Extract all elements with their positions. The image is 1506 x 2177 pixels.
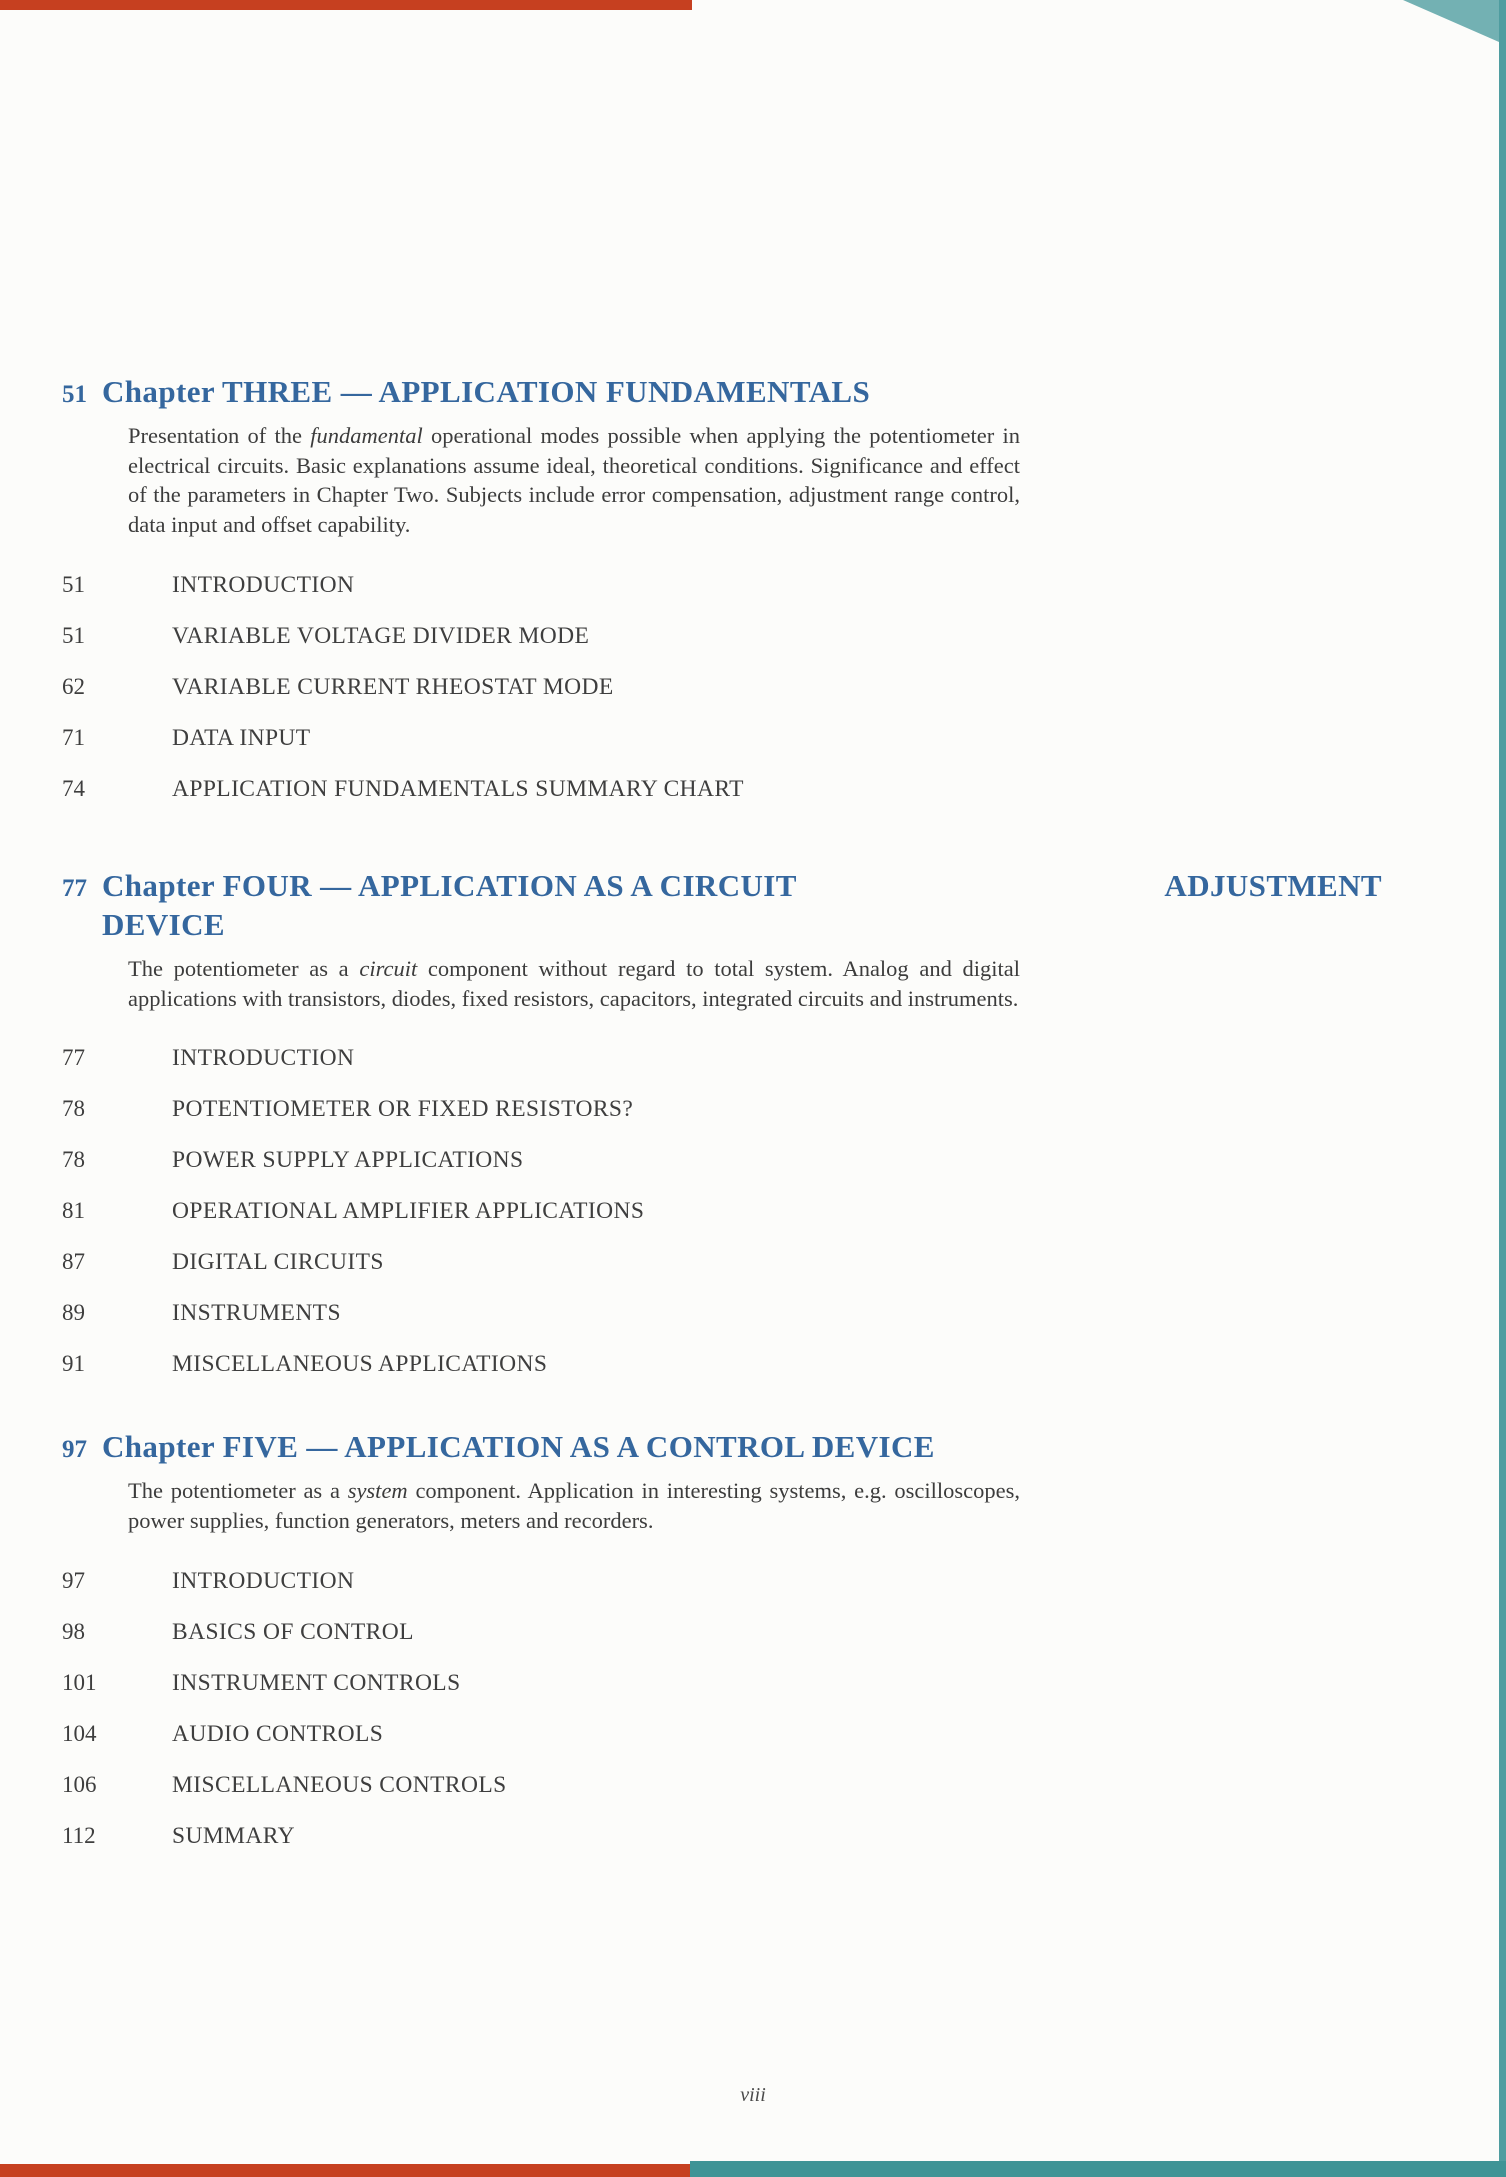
- chapter-three-title-text: Chapter THREE — APPLICATION FUNDAMENTALS: [102, 374, 871, 409]
- section-page-number: 62: [62, 673, 85, 699]
- section-title: AUDIO CONTROLS: [172, 1720, 384, 1747]
- chapter-five-summary: [128, 1476, 1020, 1535]
- section-page-number: 112: [62, 1822, 96, 1848]
- chapter-four-title: [102, 866, 1418, 944]
- section-page-number: 87: [62, 1249, 85, 1275]
- scan-edge-right-teal: [1499, 0, 1506, 2177]
- section-title: INTRODUCTION: [172, 1045, 355, 1072]
- section-title: DATA INPUT: [172, 724, 311, 751]
- section-page-number: 106: [62, 1771, 97, 1797]
- toc-row: [62, 672, 1418, 702]
- section-title: SUMMARY: [172, 1822, 295, 1849]
- section-title: APPLICATION FUNDAMENTALS SUMMARY CHART: [172, 775, 744, 802]
- chapter-four-sections: [62, 1043, 1418, 1379]
- chapter-three-heading: [62, 372, 1418, 411]
- section-title: INSTRUMENTS: [172, 1300, 341, 1327]
- toc-row: [62, 1145, 1418, 1175]
- section-title: INTRODUCTION: [172, 571, 355, 598]
- section-page-number: 91: [62, 1351, 85, 1377]
- section-page-number: 97: [62, 1567, 85, 1593]
- section-title: VARIABLE CURRENT RHEOSTAT MODE: [172, 673, 614, 700]
- section-title: POTENTIOMETER OR FIXED RESISTORS?: [172, 1096, 634, 1123]
- summary-italic-word: system: [347, 1478, 408, 1504]
- toc-content: [62, 0, 1418, 1872]
- toc-row: [62, 1298, 1418, 1328]
- section-page-number: 78: [62, 1096, 85, 1122]
- toc-row: [62, 1349, 1418, 1379]
- chapter-five-title-text: Chapter FIVE — APPLICATION AS A CONTROL DEVICE: [102, 1429, 935, 1465]
- scan-edge-bottom-red: [0, 2164, 690, 2177]
- toc-row: [62, 723, 1418, 753]
- chapter-five-sections: [62, 1566, 1418, 1851]
- section-title: OPERATIONAL AMPLIFIER APPLICATIONS: [172, 1198, 645, 1225]
- toc-row: [62, 1617, 1418, 1647]
- toc-row: [62, 1043, 1418, 1073]
- section-title: DIGITAL CIRCUITS: [172, 1249, 384, 1276]
- chapter-three-block: [62, 372, 1418, 804]
- section-title: BASICS OF CONTROL: [172, 1618, 414, 1645]
- summary-text: The potentiometer as a: [128, 955, 360, 981]
- chapter-three-summary: [128, 421, 1020, 540]
- toc-row: [62, 774, 1418, 804]
- section-title: MISCELLANEOUS APPLICATIONS: [172, 1351, 548, 1378]
- toc-row: [62, 570, 1418, 600]
- chapter-four-heading: [62, 866, 1418, 944]
- page-folio: viii: [740, 2084, 766, 2106]
- section-page-number: 98: [62, 1618, 85, 1644]
- section-page-number: 51: [62, 622, 85, 648]
- section-title: VARIABLE VOLTAGE DIVIDER MODE: [172, 622, 590, 649]
- chapter-five-block: [62, 1427, 1418, 1850]
- chapter-four-page-number: 77: [62, 874, 87, 902]
- section-page-number: 74: [62, 775, 85, 801]
- chapter-four-title-line2: ADJUSTMENT DEVICE: [102, 867, 1382, 942]
- toc-row: [62, 1770, 1418, 1800]
- toc-row: [62, 1668, 1418, 1698]
- chapter-five-title: [102, 1427, 935, 1466]
- summary-text: Presentation of the: [128, 423, 311, 449]
- summary-text: The potentiometer as a: [128, 1478, 348, 1504]
- summary-italic-word: fundamental: [310, 423, 423, 449]
- section-page-number: 77: [62, 1045, 85, 1071]
- section-page-number: 104: [62, 1720, 97, 1746]
- toc-row: [62, 621, 1418, 651]
- summary-italic-word: circuit: [359, 955, 418, 981]
- summary-text: component without regard to total system. Analog and digital applications with transistors, diodes, fixed resistors, capacitors, integrated circuits and instruments.: [128, 955, 1020, 1011]
- section-title: INTRODUCTION: [172, 1567, 355, 1594]
- section-title: INSTRUMENT CONTROLS: [172, 1669, 461, 1696]
- chapter-five-heading: [62, 1427, 1418, 1466]
- toc-row: [62, 1247, 1418, 1277]
- section-page-number: 101: [62, 1669, 97, 1695]
- section-page-number: 51: [62, 571, 85, 597]
- section-title: POWER SUPPLY APPLICATIONS: [172, 1147, 524, 1174]
- summary-text: operational modes possible when applying the potentiometer in electrical circuits. Basic explanations assume ideal, theoretical conditions. Significance and effect of the parameters in Chapter Two. Subjects include error compensation, adjustment range control, data input and offset capability.: [128, 423, 1020, 538]
- section-page-number: 89: [62, 1300, 85, 1326]
- toc-row: [62, 1094, 1418, 1124]
- chapter-four-title-text: Chapter FOUR — APPLICATION AS A CIRCUIT: [102, 867, 797, 903]
- chapter-three-page-number: 51: [62, 381, 87, 408]
- section-page-number: 71: [62, 724, 85, 750]
- toc-row: [62, 1821, 1418, 1851]
- chapter-three-title: [102, 372, 870, 411]
- toc-row: [62, 1719, 1418, 1749]
- toc-row: [62, 1196, 1418, 1226]
- section-page-number: 78: [62, 1147, 85, 1173]
- chapter-four-block: [62, 866, 1418, 1379]
- chapter-three-sections: [62, 570, 1418, 804]
- section-page-number: 81: [62, 1198, 85, 1224]
- chapter-four-summary: [128, 954, 1020, 1013]
- summary-text: component. Application in interesting systems, e.g. oscilloscopes, power supplies, function generators, meters and recorders.: [128, 1478, 1020, 1533]
- scan-edge-bottom-teal: [690, 2161, 1506, 2177]
- section-title: MISCELLANEOUS CONTROLS: [172, 1771, 507, 1798]
- chapter-five-page-number: 97: [62, 1436, 87, 1464]
- toc-row: [62, 1566, 1418, 1596]
